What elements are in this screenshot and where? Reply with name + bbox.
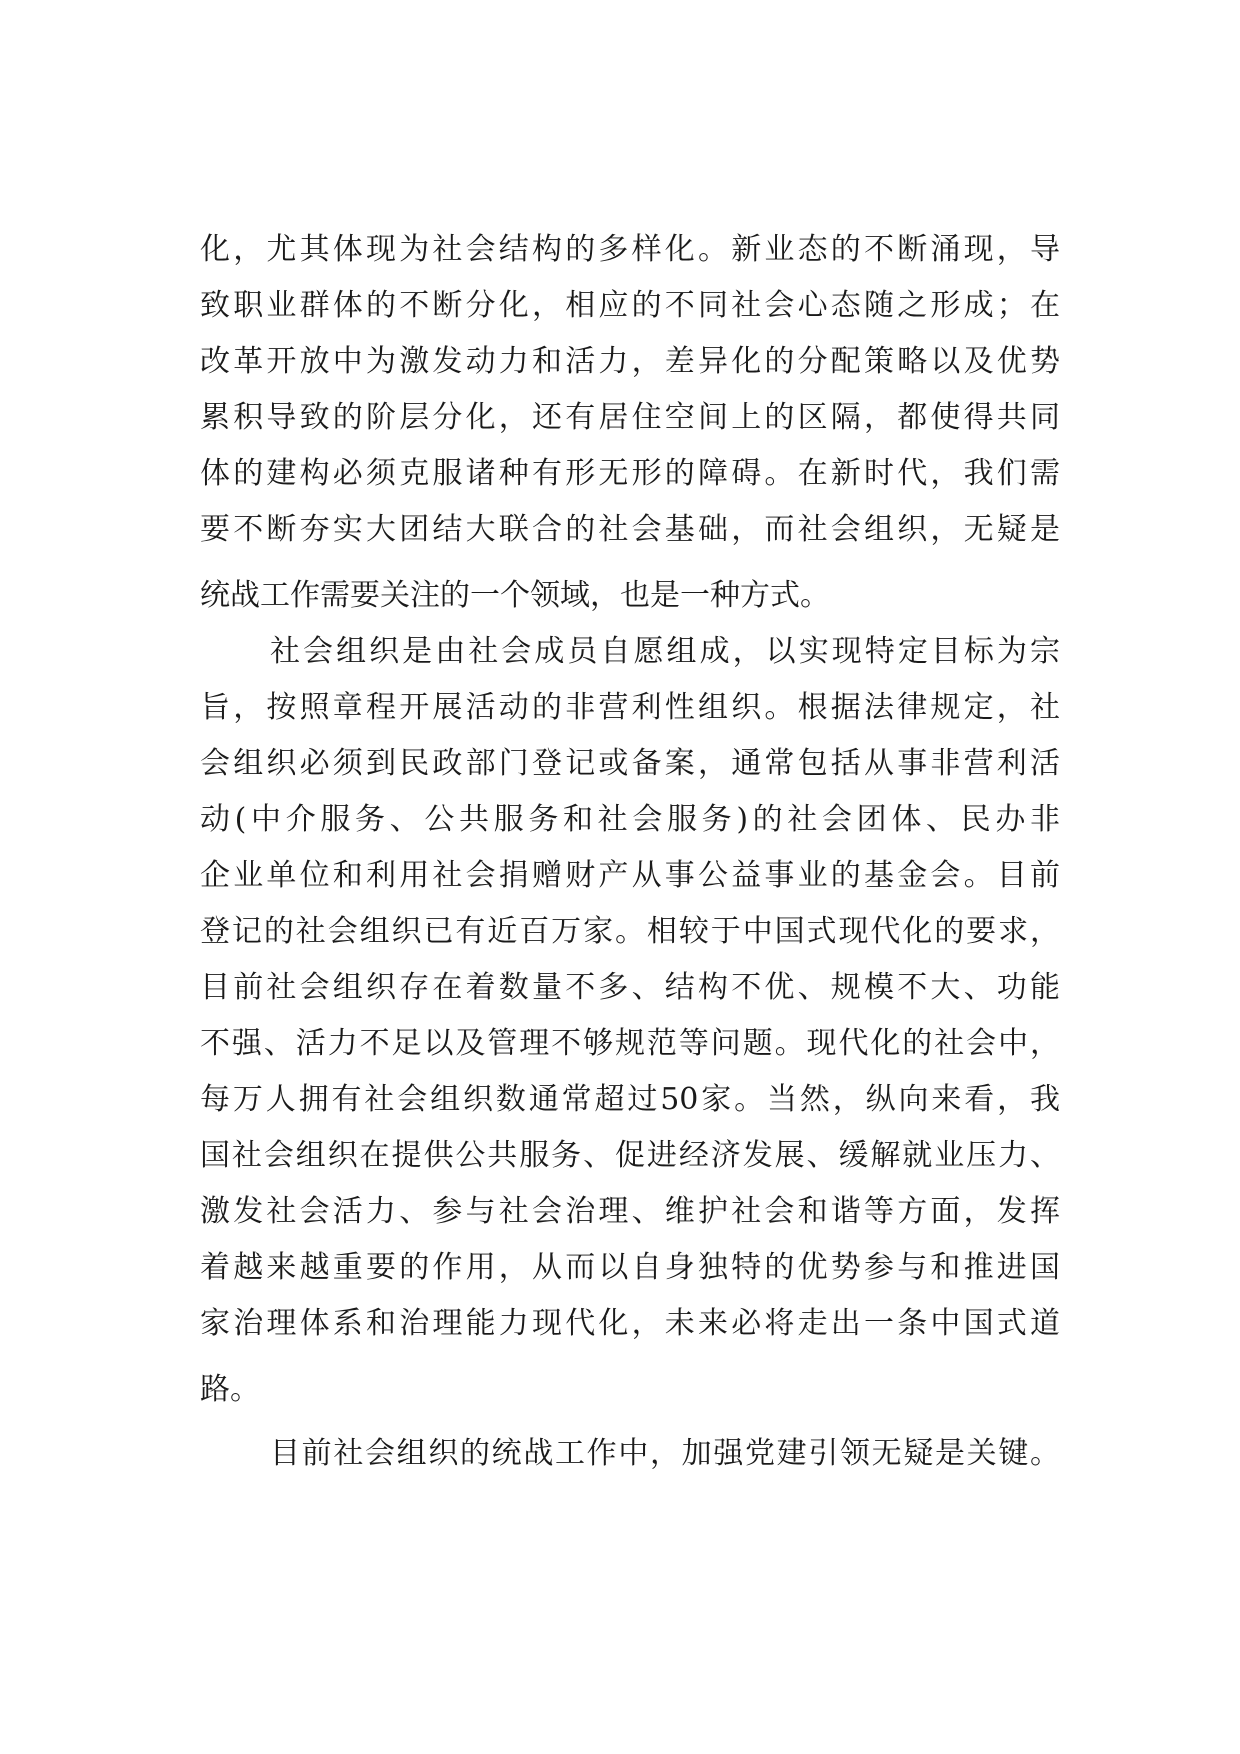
text-line: 改革开放中为激发动力和活力，差异化的分配策略以及优势 — [200, 344, 1060, 379]
text-line: 登记的社会组织已有近百万家。相较于中国式现代化的要求， — [200, 914, 1060, 949]
paragraph-first-line: 目前社会组织的统战工作中，加强党建引领无疑是关键。 — [270, 1436, 1060, 1471]
text-line: 致职业群体的不断分化，相应的不同社会心态随之形成；在 — [200, 288, 1060, 323]
text-line: 累积导致的阶层分化，还有居住空间上的区隔，都使得共同 — [200, 400, 1060, 435]
text-line: 家治理体系和治理能力现代化，未来必将走出一条中国式道 — [200, 1306, 1060, 1341]
text-line: 路。 — [200, 1372, 260, 1407]
text-line: 动(中介服务、公共服务和社会服务)的社会团体、民办非 — [200, 802, 1060, 837]
text-line: 体的建构必须克服诸种有形无形的障碍。在新时代，我们需 — [200, 456, 1060, 491]
text-line: 目前社会组织存在着数量不多、结构不优、规模不大、功能 — [200, 970, 1060, 1005]
text-line: 要不断夯实大团结大联合的社会基础，而社会组织，无疑是 — [200, 512, 1060, 547]
text-line: 化，尤其体现为社会结构的多样化。新业态的不断涌现，导 — [200, 232, 1060, 267]
text-line: 旨，按照章程开展活动的非营利性组织。根据法律规定，社 — [200, 690, 1060, 725]
text-line: 会组织必须到民政部门登记或备案，通常包括从事非营利活 — [200, 746, 1060, 781]
text-line: 企业单位和利用社会捐赠财产从事公益事业的基金会。目前 — [200, 858, 1060, 893]
text-line: 每万人拥有社会组织数通常超过50家。当然，纵向来看，我 — [200, 1082, 1060, 1117]
text-line: 着越来越重要的作用，从而以自身独特的优势参与和推进国 — [200, 1250, 1060, 1285]
text-line: 激发社会活力、参与社会治理、维护社会和谐等方面，发挥 — [200, 1194, 1060, 1229]
text-line: 统战工作需要关注的一个领域，也是一种方式。 — [200, 578, 830, 613]
paragraph-first-line: 社会组织是由社会成员自愿组成，以实现特定目标为宗 — [270, 634, 1060, 669]
text-line: 国社会组织在提供公共服务、促进经济发展、缓解就业压力、 — [200, 1138, 1060, 1173]
text-line: 不强、活力不足以及管理不够规范等问题。现代化的社会中， — [200, 1026, 1060, 1061]
